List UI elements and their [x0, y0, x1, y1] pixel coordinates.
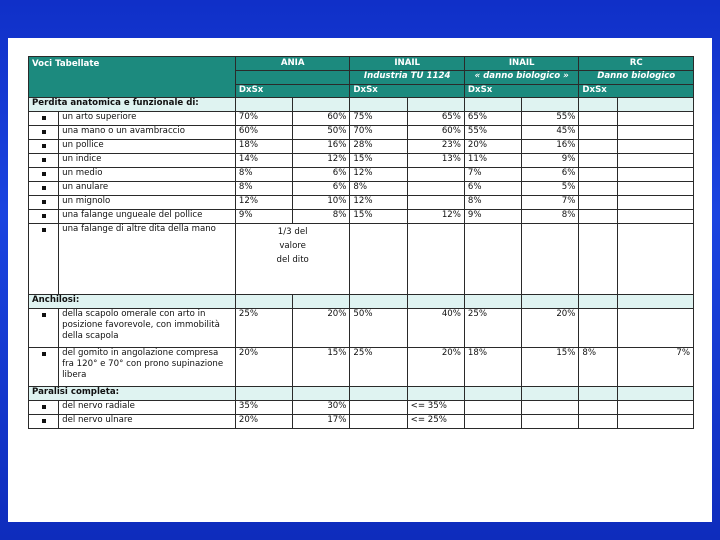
cell-value	[617, 140, 693, 154]
cell-value: 15%	[350, 154, 407, 168]
cell-value	[579, 182, 617, 196]
cell-value: 8%	[522, 210, 579, 224]
table-row	[29, 348, 694, 387]
cell-value: 12%	[350, 168, 407, 182]
bullet-icon	[29, 224, 59, 295]
row-label: del nervo ulnare	[59, 415, 236, 429]
cell-value	[579, 401, 617, 415]
header-inail-tu-dxsx	[350, 85, 465, 98]
cell-value: 8%	[350, 182, 407, 196]
table-row	[29, 154, 694, 168]
cell-value	[464, 401, 521, 415]
header-rc: RC	[579, 57, 694, 71]
cell-value: 10%	[293, 196, 350, 210]
cell-value: 14%	[235, 154, 292, 168]
cell-value	[617, 415, 693, 429]
header-ania-dxsx	[235, 85, 350, 98]
row-label: un arto superiore	[59, 112, 236, 126]
cell-value	[407, 224, 464, 295]
cell-value: 7%	[464, 168, 521, 182]
cell-value: 6%	[293, 168, 350, 182]
cell-value	[579, 196, 617, 210]
cell-value: 30%	[293, 401, 350, 415]
bullet-icon	[29, 210, 59, 224]
row-label: un mignolo	[59, 196, 236, 210]
cell-value: 12%	[235, 196, 292, 210]
table-row	[29, 182, 694, 196]
cell-value	[350, 401, 407, 415]
table-row	[29, 415, 694, 429]
cell-value: 12%	[350, 196, 407, 210]
cell-value	[617, 309, 693, 348]
row-label: del nervo radiale	[59, 401, 236, 415]
cell-value: 15%	[350, 210, 407, 224]
cell-value: 8%	[293, 210, 350, 224]
cell-value: 9%	[464, 210, 521, 224]
table-row	[29, 309, 694, 348]
header-inail-bio-dxsx	[464, 85, 579, 98]
label-sx: Sx	[251, 85, 264, 95]
cell-value: 25%	[235, 309, 292, 348]
bullet-icon	[29, 112, 59, 126]
cell-value: 20%	[293, 309, 350, 348]
label-dx: Dx	[353, 85, 367, 95]
cell-value: 25%	[350, 348, 407, 387]
cell-value: 8%	[235, 168, 292, 182]
cell-value: 45%	[522, 126, 579, 140]
cell-value: 23%	[407, 140, 464, 154]
section-perdita-title: Perdita anatomica e funzionale di:	[29, 98, 236, 112]
table-row	[29, 168, 694, 182]
cell-value: 70%	[350, 126, 407, 140]
header-voci-tabellate: Voci Tabellate	[29, 57, 236, 98]
header-inail-tu: INAIL	[350, 57, 465, 71]
bullet-icon	[29, 348, 59, 387]
cell-value	[617, 182, 693, 196]
cell-value	[464, 224, 521, 295]
anchilosi-rows	[29, 309, 694, 387]
cell-value: 7%	[617, 348, 693, 387]
row-label: una falange ungueale del pollice	[59, 210, 236, 224]
cell-value: 60%	[235, 126, 292, 140]
cell-value	[617, 168, 693, 182]
label-sx: Sx	[366, 85, 378, 95]
bullet-icon	[29, 168, 59, 182]
table-row	[29, 224, 694, 295]
row-label: una mano o un avambraccio	[59, 126, 236, 140]
section-anchilosi-title: Anchilosi:	[29, 295, 236, 309]
cell-value: 8%	[235, 182, 292, 196]
label-sx: Sx	[480, 85, 493, 95]
cell-value	[617, 224, 693, 295]
cell-value: 1/3 del valore del dito	[235, 224, 350, 295]
cell-value	[522, 401, 579, 415]
cell-value	[617, 126, 693, 140]
table-row	[29, 126, 694, 140]
cell-value: 9%	[522, 154, 579, 168]
cell-value	[617, 401, 693, 415]
section-row	[29, 387, 694, 401]
section-paralisi-title: Paralisi completa:	[29, 387, 236, 401]
cell-value	[350, 415, 407, 429]
cell-value: 12%	[407, 210, 464, 224]
cell-value: 17%	[293, 415, 350, 429]
bullet-icon	[29, 401, 59, 415]
cell-value: 13%	[407, 154, 464, 168]
table-row	[29, 210, 694, 224]
cell-value: 15%	[293, 348, 350, 387]
cell-value	[522, 415, 579, 429]
cell-value	[350, 224, 407, 295]
bullet-icon	[29, 196, 59, 210]
cell-value: 8%	[464, 196, 521, 210]
row-label: un pollice	[59, 140, 236, 154]
cell-value: 18%	[235, 140, 292, 154]
section-row	[29, 98, 694, 112]
cell-value	[617, 210, 693, 224]
cell-value: 16%	[293, 140, 350, 154]
bullet-icon	[29, 182, 59, 196]
cell-value: 25%	[464, 309, 521, 348]
cell-value: 40%	[407, 309, 464, 348]
cell-value	[579, 140, 617, 154]
header-rc-dxsx	[579, 85, 694, 98]
cell-value: 18%	[464, 348, 521, 387]
cell-value	[579, 126, 617, 140]
bullet-icon	[29, 126, 59, 140]
bullet-icon	[29, 140, 59, 154]
cell-value: 6%	[464, 182, 521, 196]
cell-value: 11%	[464, 154, 521, 168]
cell-value: 60%	[407, 126, 464, 140]
cell-value	[464, 415, 521, 429]
cell-value	[579, 210, 617, 224]
cell-value	[522, 224, 579, 295]
table-row	[29, 140, 694, 154]
row-label: della scapolo omerale con arto in posizione favorevole, con immobilità della scapola	[59, 309, 236, 348]
table-row	[29, 112, 694, 126]
cell-value: 65%	[464, 112, 521, 126]
cell-value: 7%	[522, 196, 579, 210]
bullet-icon	[29, 415, 59, 429]
row-label: un indice	[59, 154, 236, 168]
cell-value: 70%	[235, 112, 292, 126]
section-row	[29, 295, 694, 309]
cell-value: 20%	[235, 415, 292, 429]
cell-value: 15%	[522, 348, 579, 387]
cell-value	[617, 112, 693, 126]
cell-value	[579, 309, 617, 348]
header-inail-tu-subtitle: Industria TU 1124	[350, 71, 465, 85]
cell-value	[407, 182, 464, 196]
cell-value	[579, 168, 617, 182]
cell-value: <= 25%	[407, 415, 464, 429]
cell-value: 60%	[293, 112, 350, 126]
label-dx: Dx	[582, 85, 596, 95]
cell-value: 6%	[522, 168, 579, 182]
slide	[8, 38, 712, 522]
cell-value	[579, 415, 617, 429]
cell-value: 28%	[350, 140, 407, 154]
cell-value: 20%	[464, 140, 521, 154]
label-dx: Dx	[238, 85, 252, 95]
cell-value: 35%	[235, 401, 292, 415]
bullet-icon	[29, 309, 59, 348]
cell-value: 8%	[579, 348, 617, 387]
tabella-voci	[28, 56, 694, 429]
cell-value	[579, 224, 617, 295]
header-inail-biologico: INAIL	[464, 57, 579, 71]
header-ania-subtitle	[235, 71, 350, 85]
cell-value: 9%	[235, 210, 292, 224]
cell-value	[407, 196, 464, 210]
cell-value: 65%	[407, 112, 464, 126]
header-ania: ANIA	[235, 57, 350, 71]
paralisi-rows	[29, 401, 694, 429]
cell-value: 75%	[350, 112, 407, 126]
cell-value: 5%	[522, 182, 579, 196]
row-label: una falange di altre dita della mano	[59, 224, 236, 295]
label-sx: Sx	[595, 85, 607, 95]
cell-value: 20%	[235, 348, 292, 387]
cell-value: 50%	[293, 126, 350, 140]
row-label: del gomito in angolazione compresa fra 120° e 70° con prono supinazione libera	[59, 348, 236, 387]
cell-value	[579, 112, 617, 126]
cell-value	[579, 154, 617, 168]
label-dx: Dx	[467, 85, 481, 95]
cell-value: 50%	[350, 309, 407, 348]
cell-value: 12%	[293, 154, 350, 168]
row-label: un anulare	[59, 182, 236, 196]
perdita-rows	[29, 112, 694, 295]
header-row	[29, 57, 694, 71]
bullet-icon	[29, 154, 59, 168]
cell-value	[617, 154, 693, 168]
cell-value: 55%	[464, 126, 521, 140]
header-rc-subtitle: Danno biologico	[579, 71, 694, 85]
cell-value: 6%	[293, 182, 350, 196]
cell-value: 55%	[522, 112, 579, 126]
cell-value: 20%	[407, 348, 464, 387]
cell-value: <= 35%	[407, 401, 464, 415]
cell-value: 20%	[522, 309, 579, 348]
cell-value: 16%	[522, 140, 579, 154]
header-inail-biologico-subtitle: « danno biologico »	[464, 71, 579, 85]
table-row	[29, 401, 694, 415]
cell-value	[617, 196, 693, 210]
table-row	[29, 196, 694, 210]
row-label: un medio	[59, 168, 236, 182]
cell-value	[407, 168, 464, 182]
